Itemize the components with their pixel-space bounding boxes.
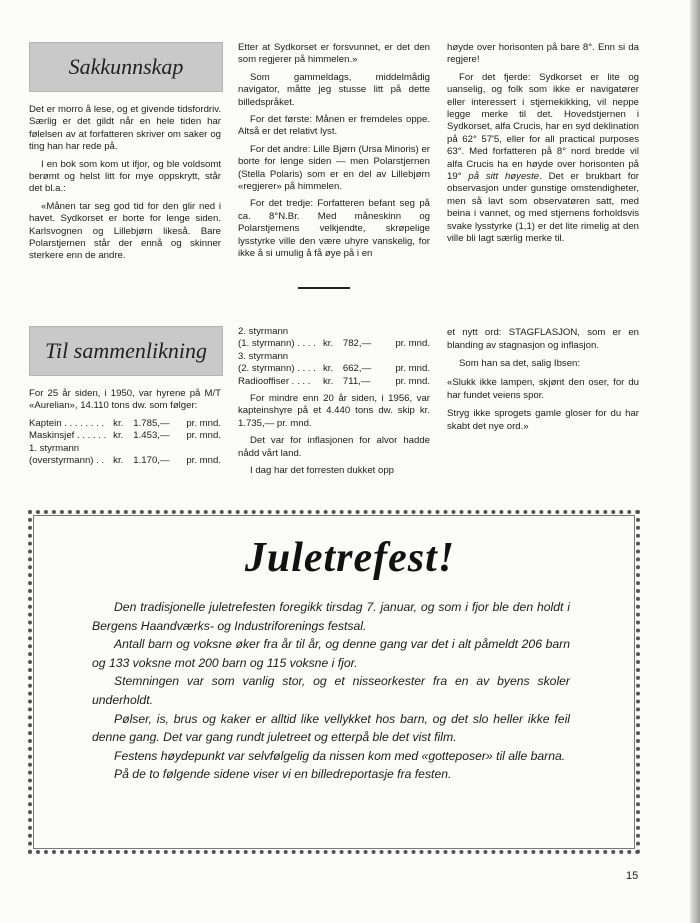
row-label: Maskinsjef . . . . . . bbox=[29, 430, 107, 442]
text-span: . Det er brukbart for observasjon under gunstige omstendigheter, men så lavt som observatøren satt, med beina i vannet, og med stjernens forholdsvis svake lysstyrke (1,1) er det lite rimelig at den ville bli lagt særlig merke til. bbox=[447, 171, 639, 245]
row-unit: pr. mnd. bbox=[186, 430, 221, 442]
row-amount: 1.785,— bbox=[133, 417, 170, 429]
row-label: Kaptein . . . . . . . . bbox=[29, 417, 105, 429]
sakkunnskap-column-3 bbox=[447, 42, 639, 251]
row-label: (overstyrmann) . . bbox=[29, 455, 105, 467]
sammenlikning-heading: Til sammenlikning bbox=[45, 338, 207, 363]
wage-table-continued bbox=[238, 326, 430, 388]
row-currency: kr. bbox=[323, 363, 334, 375]
table-row bbox=[238, 376, 430, 388]
intro-paragraph: For 25 år siden, i 1950, var hyrene på M/T «Aurelian», 14.110 tons dw. som følger: bbox=[29, 388, 221, 412]
table-row bbox=[29, 418, 221, 430]
paragraph bbox=[447, 72, 639, 246]
row-label: 2. styrmann bbox=[238, 326, 289, 337]
row-unit: pr. mnd. bbox=[395, 338, 430, 350]
row-amount: 1.170,— bbox=[133, 455, 170, 467]
table-row-label-only bbox=[29, 443, 221, 455]
sammenlikning-column-3 bbox=[447, 326, 639, 438]
row-label: 1. styrmann bbox=[29, 442, 80, 454]
row-currency: kr. bbox=[113, 430, 124, 442]
sammenlikning-column-1 bbox=[29, 388, 221, 472]
row-label: 3. styrmann bbox=[238, 350, 289, 362]
quote-paragraph: «Slukk ikke lampen, skjønt den oser, for du har fundet veiens spor. bbox=[447, 376, 639, 401]
italic-text: på sitt høyeste bbox=[468, 171, 540, 183]
paragraph: Etter at Sydkorset er forsvunnet, er det den som regjerer på himmelen.» bbox=[238, 42, 430, 66]
sakkunnskap-heading: Sakkunnskap bbox=[68, 54, 184, 79]
quote-paragraph: Stryg ikke sprogets gamle gloser for du har skabt det nye ord.» bbox=[447, 408, 639, 433]
paragraph: På de to følgende sidene viser vi en billedreportasje fra festen. bbox=[114, 767, 452, 782]
row-currency: kr. bbox=[323, 338, 334, 350]
paragraph: Den tradisjonelle juletrefesten foregikk tirsdag 7. januar, og som i fjor ble den holdt i Bergens Haandværks- og Industriforenings festsal. bbox=[92, 600, 570, 633]
paragraph: et nytt ord: STAGFLASJON, som er en blanding av stagnasjon og inflasjon. bbox=[447, 327, 639, 352]
page-edge-shadow bbox=[690, 0, 700, 923]
table-row-label-only bbox=[238, 351, 430, 363]
paragraph: For det første: Månen er fremdeles oppe. Altså er det relativt lyst. bbox=[238, 114, 430, 138]
paragraph: For det tredje: Forfatteren befant seg på ca. 8°N.Br. Med måneskinn og Polarstjernens velkjendte, skrøpelige lysstyrke ville den være uhyre vanskelig, for ikke å si umulig å få øye på i en bbox=[238, 198, 430, 260]
row-amount: 1.453,— bbox=[133, 430, 170, 442]
text-span: For det fjerde: Sydkorset er lite og uanselig, og folk som ikke er navigatører eller interessert i stjernekikking, vil neppe legge merke til det. Hovedstjernen i Sydkorset, alfa Crucis, har en syd deklination på 62° 57'5, eller for all practical purposes 63°. Med forfatteren på 8° nord bredde vil alfa Crucis ha en høyde over horisonten på 19° bbox=[447, 71, 639, 183]
sakkunnskap-column-1 bbox=[29, 104, 221, 268]
row-currency: kr. bbox=[113, 455, 124, 467]
sammenlikning-heading-box bbox=[29, 326, 223, 376]
table-row bbox=[238, 363, 430, 375]
paragraph: Pølser, is, brus og kaker er alltid like vellykket hos barn, og det slo heller ikke feil denne gang. Det var gang rundt juletreet og etterpå ble det vist film. bbox=[92, 711, 570, 745]
section-divider bbox=[298, 287, 350, 289]
paragraph: «Månen tar seg god tid for den glir ned i havet. Sydkorset er borte for lenge siden. Karlsvognen og Lillebjørn likeså. Bare Polarstjernen står der ennå og skinner sterkere enn de andre. bbox=[29, 200, 221, 262]
table-row bbox=[29, 455, 221, 467]
paragraph: For mindre enn 20 år siden, i 1956, var kapteinshyre på et 4.440 tons dw. skip kr. 1.735,— pr. mnd. bbox=[238, 393, 430, 429]
paragraph: Det er morro å lese, og et givende tidsfordriv. Særlig er det gildt når en hele tiden har følelsen av at forfatteren skriver om saker og ting han har rede på. bbox=[29, 104, 221, 153]
page-number: 15 bbox=[626, 870, 639, 882]
row-label: (1. styrmann) . . . . bbox=[238, 338, 316, 350]
paragraph: I en bok som kom ut ifjor, og ble voldsomt berømt og helst litt for mye oppskrytt, står det bl.a.: bbox=[29, 158, 221, 195]
row-unit: pr. mnd. bbox=[395, 375, 430, 387]
table-row bbox=[238, 338, 430, 350]
paragraph: Som han sa det, salig Ibsen: bbox=[459, 358, 581, 370]
row-unit: pr. mnd. bbox=[186, 417, 221, 429]
juletrefest-title: Juletrefest! bbox=[244, 535, 456, 581]
sakkunnskap-heading-box bbox=[29, 42, 223, 92]
table-row bbox=[29, 430, 221, 442]
paragraph: Det var for inflasjonen for alvor hadde nådd vårt land. bbox=[238, 435, 430, 459]
row-currency: kr. bbox=[113, 417, 124, 429]
row-amount: 711,— bbox=[342, 375, 371, 387]
row-amount: 662,— bbox=[342, 363, 372, 375]
paragraph: Festens høydepunkt var selvfølgelig da nissen kom med «gotteposer» til alle barna. bbox=[114, 748, 566, 763]
row-unit: pr. mnd. bbox=[186, 455, 221, 467]
paragraph: Antall barn og voksne øker fra år til år, og denne gang var det i alt påmeldt 206 barn og 133 voksne mot 200 barn og 115 voksne i fjor. bbox=[92, 637, 570, 670]
paragraph: I dag har det forresten dukket opp bbox=[250, 465, 394, 477]
paragraph: høyde over horisonten på bare 8°. Enn si da regjere! bbox=[447, 42, 639, 66]
sammenlikning-column-2 bbox=[238, 326, 430, 482]
row-currency: kr. bbox=[323, 375, 334, 387]
paragraph: For det andre: Lille Bjørn (Ursa Minoris) er borte for lenge siden — men Polarstjernen (Stella Polaris) som er en del av Lillebjørn «regjerer» på himmelen. bbox=[238, 143, 430, 193]
paragraph: Stemningen var som vanlig stor, og et nisseorkester fra en av byens skoler underholdt. bbox=[92, 674, 570, 707]
row-label: (2. styrmann) . . . . bbox=[238, 363, 316, 375]
row-amount: 782,— bbox=[342, 338, 372, 350]
row-label: Radiooffiser . . . . bbox=[238, 375, 311, 387]
juletrefest-body bbox=[92, 598, 570, 784]
wage-table-1950 bbox=[29, 418, 221, 468]
table-row-label-only bbox=[238, 326, 430, 338]
paragraph: Som gammeldags, middelmådig navigator, måtte jeg stusse litt på dette billedspråket. bbox=[238, 71, 430, 108]
sakkunnskap-column-2 bbox=[238, 42, 430, 266]
row-unit: pr. mnd. bbox=[395, 363, 430, 375]
